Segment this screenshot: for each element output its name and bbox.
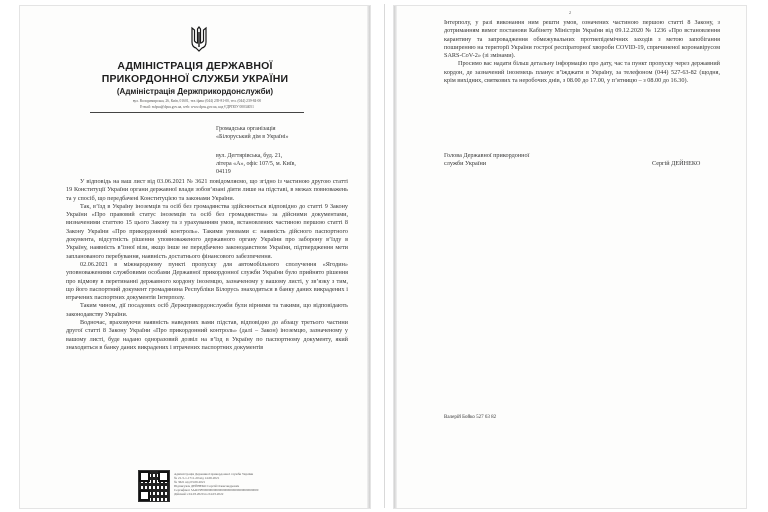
recipient-line2: «Білоруський дім в Україні»	[216, 134, 289, 140]
org-title-line1: АДМІНІСТРАЦІЯ ДЕРЖАВНОЇ	[117, 60, 273, 72]
stamp-line: Адміністрація Державної прикордонної служби України	[174, 472, 254, 476]
page-number: 2	[568, 10, 572, 15]
signatory-position	[444, 152, 529, 169]
trident-emblem-icon	[190, 26, 208, 52]
stamp-line: № 21-5-1-1711-20 від 14.06.2021	[174, 476, 220, 480]
recipient-address1: вул. Дегтярівська, буд. 21,	[216, 153, 283, 159]
executor-contact: Валерій Бойко 527 63 82	[444, 415, 497, 420]
body-paragraph: Інтерполу, у разі виконання ним решти умов, означених частиною першою статті 8 Закону, з дотриманням вимог постанови Кабінету Міністрів України від 09.12.2020 № 1236 «Про встановлення карантину та запровадження обмежувальних протиепідемічних заходів з метою запобігання поширенню на території України гострої респіраторної хвороби COVID-19, спричиненої коронавірусом SARS-CoV-2» (зі змінами).	[444, 19, 720, 60]
body-paragraph: 02.06.2021 в міжнародному пункті пропуску для автомобільного сполучення «Ягодин» уповноваженими службовими особами Державної прикордонної служби України було прийнято рішення про відмову в перетинанні державного кордону іноземцю, зазначеному у вашому листі, у зв’язку з тим, що його паспортний документ громадянина Республіки Білорусь знаходиться в банку даних викрадених і втрачених паспортних документів Інтерполу.	[66, 260, 348, 302]
qr-finder-marker	[158, 471, 169, 482]
body-paragraph: Водночас, враховуючи наявність наведених вами підстав, відповідно до абзацу третього частини другої статті 8 Закону України «Про прикордонний контроль» (далі – Закон) іноземцю, зазначеному у вашому листі, буде надано одноразовий дозвіл на в’їзд в Україну по паспортному документу, який знаходиться в банку даних викрадених і втрачених паспортних документів	[66, 319, 348, 351]
stamp-line: № 3621 від 03.06.2021	[174, 480, 206, 484]
stamp-line: Сертифікат 5A4D3F0000000000000000000000000000000000	[174, 488, 259, 492]
signatory-position-line1: Голова Державної прикордонної	[444, 152, 530, 159]
letterhead-divider	[90, 112, 304, 113]
body-paragraph: Таким чином, дії посадових осіб Держприкордонслужби були вірними та такими, що відповідають законодавству України.	[66, 302, 348, 318]
recipient-line1: Громадська організація	[216, 126, 276, 132]
letter-body-page1	[66, 178, 348, 352]
org-short-name: (Адміністрація Держприкордонслужби)	[116, 87, 274, 96]
body-paragraph: У відповідь на ваш лист від 03.06.2021 № 3621 повідомляємо, що згідно із частиною другою статті 19 Конституції України органи державної влади зобов’язані діяти лише на підставі, в межах повноважень та у спосіб, що передбачені Конституцією та законами України.	[66, 178, 348, 202]
signatory-position-line2: служби України	[444, 160, 487, 168]
body-paragraph: Так, в’їзд в Україну іноземців та осіб без громадянства здійснюється відповідно до статті 9 Закону України «Про правовий статус іноземців та осіб без громадянства» за дійсними документами, визначеними статтею 15 цього Закону та з урахуванням умов, встановлених частиною першою статті 8 Закону України «Про прикордонний контроль». Такими умовами є: наявність дійсного паспортного документа, відсутність рішення уповноваженого державного органу України про заборону в’їзду в Україну, наявність в’їзної візи, якщо інше не передбачено законодавством України, підтвердження мети запланованого перебування, наявність достатнього фінансового забезпечення.	[66, 202, 348, 260]
qr-code	[138, 470, 170, 502]
stamp-line: Підписувач ДЕЙНЕКО Сергій Олександрович	[174, 484, 240, 488]
recipient-address3: 04119	[216, 169, 231, 175]
stamp-line: Дійсний з 04.03.2020 по 04.03.2022	[174, 492, 224, 496]
org-title-line2: ПРИКОРДОННОЇ СЛУЖБИ УКРАЇНИ	[101, 73, 289, 85]
document-page-1	[20, 6, 370, 508]
letter-body-page2	[444, 19, 720, 85]
body-paragraph: Просимо вас надати більш детальну інформацію про дату, час та пункт пропуску через державний кордон, де зазначений іноземець планує в’їжджати в Україну, за телефоном (044) 527-63-82 (щодня, крім вихідних, святкових та неробочих днів, з 08.00 до 17.00, у п’ятницю – з 08.00 до 16.30).	[444, 60, 720, 85]
recipient-address2: літера «А», офіс 107/5, м. Київ,	[216, 161, 296, 167]
qr-finder-marker	[139, 490, 150, 501]
qr-finder-marker	[139, 471, 150, 482]
org-contact-line1: вул. Володимирська, 26, Київ, 01601, тел./факс (044) 239-81-00, тел. (044) 239-84-00	[132, 99, 262, 103]
page-divider	[384, 4, 385, 508]
document-page-2	[394, 6, 746, 508]
org-contact-line2: E-mail: mfpsu@dpsu.gov.ua, web: www.dpsu.gov.ua, код ЄДРПОУ 00034051	[140, 105, 254, 109]
e-signature-stamp	[174, 472, 294, 496]
page-edge	[394, 6, 397, 508]
signatory-name: Сергій ДЕЙНЕКО	[652, 160, 701, 167]
